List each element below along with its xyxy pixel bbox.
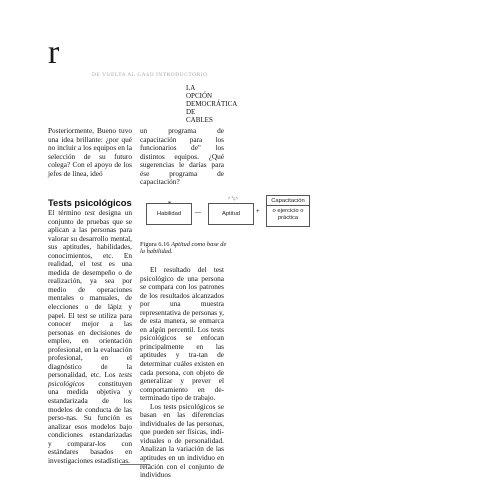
diagram-box-label: Habilidad	[156, 211, 182, 217]
diagram-dash-symbol: —	[195, 210, 201, 216]
figure-caption	[140, 241, 232, 256]
diagram-box-label: Aptitud	[221, 211, 241, 217]
text-italic-test: test	[84, 208, 95, 217]
diagram-box-header: Capacitación	[267, 198, 309, 206]
diagram-hat-mark: ^ '\;>	[228, 197, 239, 202]
intro-left-paragraph: Posteriormente, Bueno tuvo una idea brillante: ¿por qué no incluir a los equipos en la selección de su futuro colega? Con el apoyo de los jefes de línea, ideó	[48, 126, 132, 178]
drop-letter: r	[48, 34, 60, 71]
text-run: designa un conjunto de pruebas que se aplican a las personas para valorar su desarrollo mental, sus aptitudes, habilidades, conocimientos, etc. En realidad, el test es una medida de desempeño o de realización, ya sea por medio de operaciones mentales o manuales, de elecciones o de lápiz y papel. El test se utiliza para conocer mejor a las personas en decisiones de empleo, en orientación profesional, en la evaluación profesional, en el diagnóstico de la personalidad, etc. Los	[48, 208, 132, 380]
aptitude-diagram	[146, 195, 306, 231]
case-title: LA OPCIÓN DEMOCRÁTICA DE CABLES	[186, 84, 237, 125]
caption-label: Figura 6.16	[140, 241, 170, 248]
intro-right-paragraph: un programa de capacitación para los funcionarios de" los distintos equipos. ¿Qué sugerencias le darías para ése programa de capacitación?	[140, 126, 224, 187]
right-column-text	[140, 266, 224, 480]
diagram-box-aptitud	[208, 203, 254, 225]
text-run: El término	[48, 208, 85, 217]
caption-text: Aptitud como base de la habilidad.	[140, 241, 227, 256]
left-column-paragraph	[48, 209, 132, 465]
diagram-box-body: o ejercicio o práctica	[272, 208, 304, 221]
right-column-paragraph-2: Los tests psicológicos se basan en las diferencias individuales de las personas, que pueden ser físicas, indi-viduales o de personalidad. Analizan la variación de las aptitudes en un individuo en relación con el conjunto de individuos	[140, 401, 224, 480]
diagram-plus-symbol: +	[256, 209, 260, 215]
left-column-text	[48, 209, 132, 465]
section-title: Tests psicológicos	[48, 197, 132, 208]
diagram-box-capacitacion	[266, 195, 310, 227]
text-italic-tests: tests psicológicos	[48, 370, 132, 388]
text-run: constituyen una medida objetiva y estandarizada de los modelos de conducta de las perso-nas. Su función es analizar esos modelos bajo condiciones estandarizadas y comparar-los con estándares basados en investigaciones estadísticas.	[48, 378, 132, 465]
diagram-box-habilidad	[146, 203, 192, 225]
footer-rule	[120, 464, 150, 465]
right-column-paragraph-1: El resultado del test psicológico de una persona se compara con los patrones de los resultados alcanzados por una muestra representativa de personas y, de esta manera, se enmarca en algún percentil. Los tests psicológicos se enfocan principalmente en las aptitudes y tra-tan de determinar cuáles existen en cada persona, con objeto de generalizar y prever el comportamiento en de-terminado tipo de trabajo.	[140, 265, 224, 403]
running-head: DE VUELTA AL CASO INTRODUCTORIO	[92, 72, 208, 78]
